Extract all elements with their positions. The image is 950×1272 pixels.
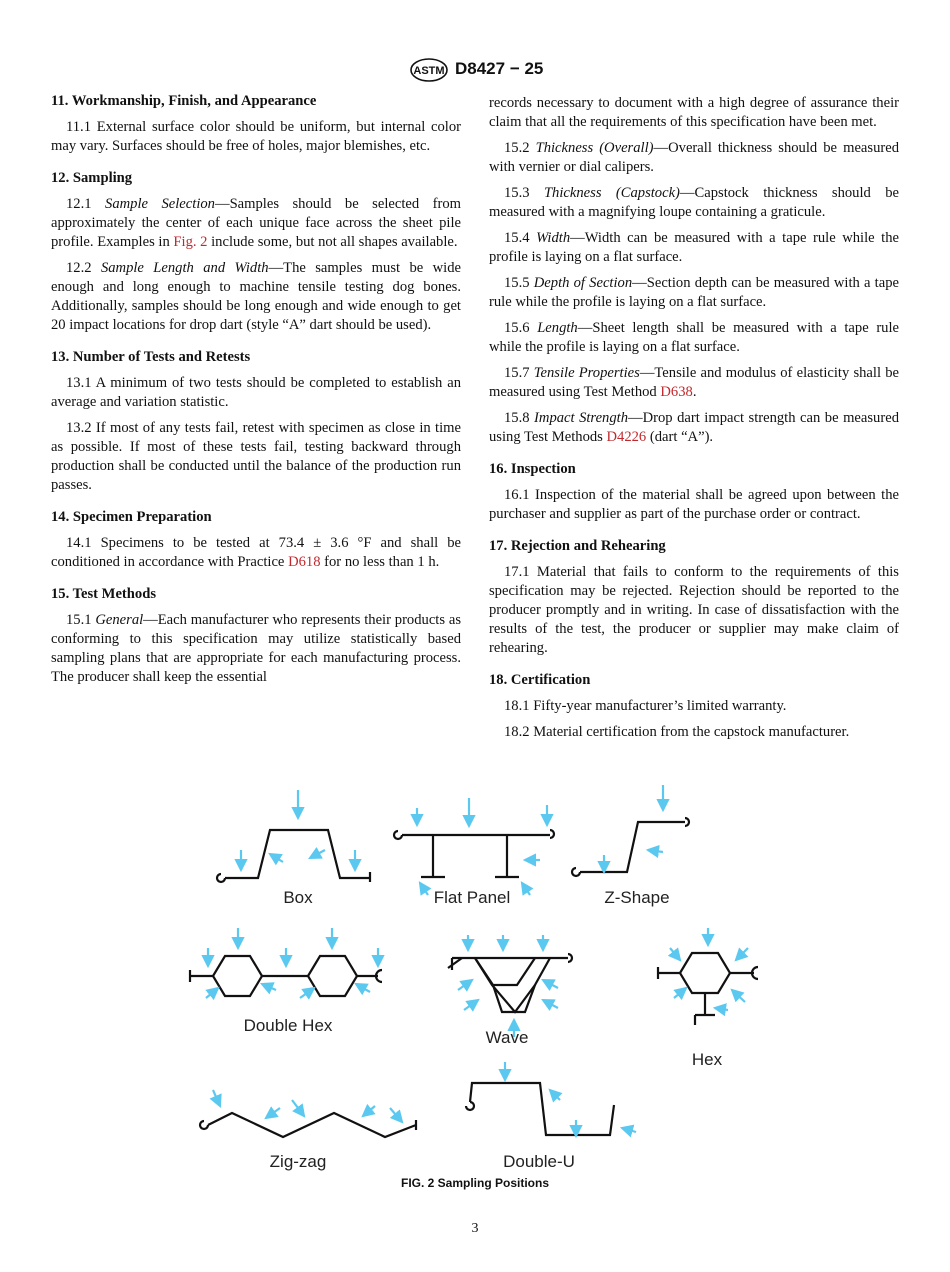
- para-12-1: 12.1 Sample Selection—Samples should be selected from approximately the center of each unique face across the sheet pile profile. Examples in Fig. 2 include some, but not all shapes available.: [51, 196, 462, 250]
- right-column: [489, 94, 899, 749]
- section-17-title: 17. Rejection and Rehearing: [489, 538, 666, 554]
- para-17-1: 17.1 Material that fails to conform to the requirements of this specification may be rejected. Rejection should be reported to the producer promptly and in writing. In case of dissatisfaction with the results of the test, the producer or supplier may make claim of rehearing.: [489, 564, 899, 656]
- para-15-7: 15.7 Tensile Properties—Tensile and modulus of elasticity shall be measured using Test Method D638.: [489, 365, 899, 400]
- para-15-3: 15.3 Thickness (Capstock)—Capstock thickness should be measured with a magnifying loupe containing a graticule.: [489, 185, 899, 220]
- z-shape-profile: [572, 818, 689, 876]
- fig-2-link[interactable]: Fig. 2: [173, 234, 208, 250]
- para-12-2: 12.2 Sample Length and Width—The samples must be wide enough and long enough to machine tensile testing dog bones. Additionally, samples should be long enough and wide enough to get 20 impact locations for drop dart (style “A” dart should be used).: [51, 260, 461, 333]
- para-15-4: 15.4 Width—Width can be measured with a tape rule while the profile is laying on a flat surface.: [489, 230, 900, 265]
- para-13-2: 13.2 If most of any tests fail, retest with specimen as close in time as possible. If most of these tests fail, testing backward through production shall be conducted until the balance of the production run passes.: [51, 420, 461, 493]
- astm-logo-text: ASTM: [413, 65, 445, 77]
- section-12-title: 12. Sampling: [51, 170, 133, 186]
- para-15-5: 15.5 Depth of Section—Section depth can be measured with a tape rule while the profile is laying on a flat surface.: [489, 275, 899, 310]
- d638-link[interactable]: D638: [660, 384, 693, 400]
- document-number: D8427 − 25: [455, 59, 544, 78]
- label-wave: Wave: [485, 1028, 529, 1047]
- section-15-title: 15. Test Methods: [51, 586, 157, 602]
- hex-profile: [658, 953, 758, 1025]
- para-15-6: 15.6 Length—Sheet length shall be measured with a tape rule while the profile is laying on a flat surface.: [489, 320, 900, 355]
- astm-logo-icon: [409, 58, 449, 82]
- section-13-title: 13. Number of Tests and Retests: [51, 349, 251, 365]
- para-15-8: 15.8 Impact Strength—Drop dart impact strength can be measured using Test Methods D4226 (dart “A”).: [489, 410, 899, 445]
- left-column: [51, 92, 461, 694]
- para-18-2: 18.2 Material certification from the capstock manufacturer.: [504, 724, 850, 740]
- d618-link[interactable]: D618: [288, 554, 321, 570]
- zig-zag-profile: [200, 1113, 416, 1137]
- para-14-1: 14.1 Specimens to be tested at 73.4 ± 3.6 °F and shall be conditioned in accordance with Practice D618 for no less than 1 h.: [51, 535, 461, 570]
- para-15-2: 15.2 Thickness (Overall)—Overall thickness should be measured with vernier or dial calipers.: [489, 140, 900, 175]
- section-16-title: 16. Inspection: [489, 461, 576, 477]
- section-18-title: 18. Certification: [489, 672, 591, 688]
- label-box: Box: [283, 888, 313, 907]
- para-11-1: 11.1 External surface color should be uniform, but internal color may vary. Surfaces should be free of holes, major blemishes, etc.: [51, 119, 461, 154]
- d4226-link[interactable]: D4226: [606, 429, 647, 445]
- label-double-u: Double-U: [503, 1152, 575, 1171]
- label-flat-panel: Flat Panel: [433, 888, 511, 907]
- label-z-shape: Z-Shape: [604, 888, 670, 907]
- para-13-1: 13.1 A minimum of two tests should be completed to establish an average and variation statistic.: [51, 375, 461, 410]
- para-16-1: 16.1 Inspection of the material shall be agreed upon between the purchaser and supplier as part of the purchase order or contract.: [489, 487, 899, 522]
- label-zig-zag: Zig-zag: [269, 1152, 327, 1171]
- section-11-title: 11. Workmanship, Finish, and Appearance: [51, 93, 317, 109]
- page-header: [0, 56, 950, 84]
- para-15-1-continued: records necessary to document with a high degree of assurance their claim that all the requirements of this specification have been met.: [489, 95, 899, 130]
- label-hex: Hex: [691, 1050, 723, 1069]
- figure-2-sampling-positions: [180, 780, 770, 1190]
- double-u-profile: [466, 1083, 614, 1135]
- flat-panel-profile: [394, 830, 554, 877]
- figure-caption: FIG. 2 Sampling Positions: [400, 1176, 550, 1190]
- section-14-title: 14. Specimen Preparation: [51, 509, 212, 525]
- para-15-1: 15.1 General—Each manufacturer who represents their products as conforming to this specification may utilize statistically based sampling plans that are appropriate for each manufacturing process. The producer shall keep the essential: [51, 612, 461, 685]
- label-double-hex: Double Hex: [243, 1016, 333, 1035]
- para-18-1: 18.1 Fifty-year manufacturer’s limited warranty.: [504, 698, 787, 714]
- page-number: 3: [471, 1221, 479, 1236]
